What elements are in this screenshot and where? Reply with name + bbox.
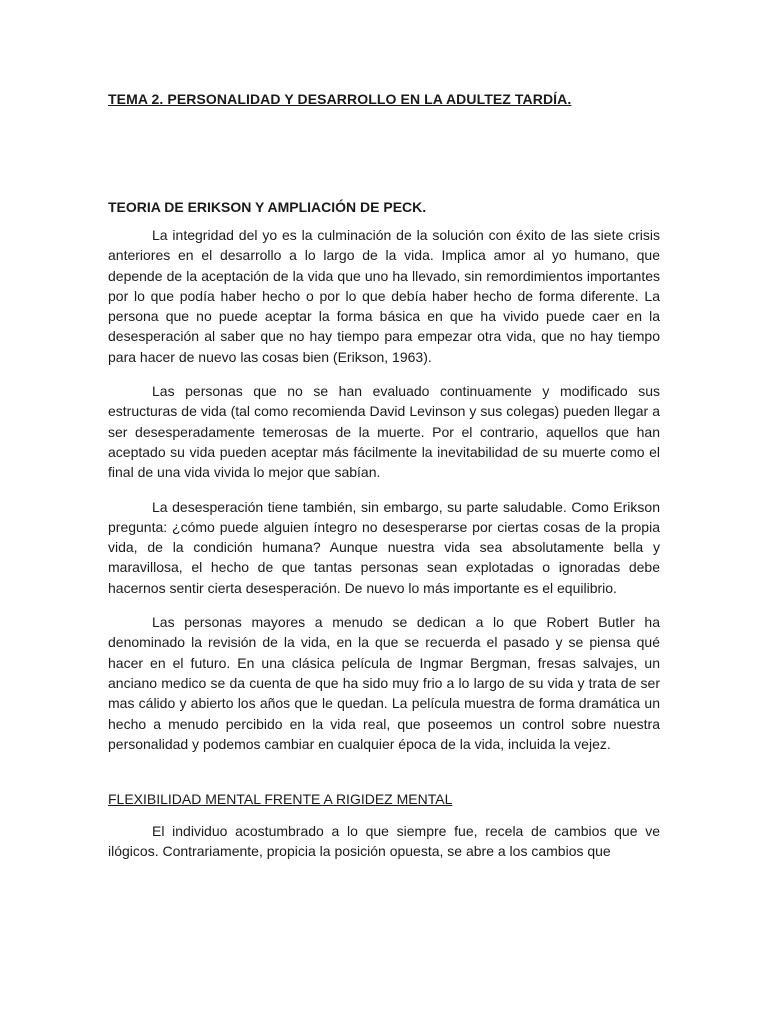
- paragraph-flexibilidad: El individuo acostumbrado a lo que siempre fue, recela de cambios que ve ilógicos. Contrariamente, propicia la posición opuesta, se abre a los cambios que: [108, 823, 660, 860]
- paragraph-integridad: La integridad del yo es la culminación de la solución con éxito de las siete crisis anteriores en el desarrollo a lo largo de la vida. Implica amor al yo humano, que depende de la aceptación de la vida que uno ha llevado, sin remordimientos importantes por lo que podía haber hecho o por lo que debía haber hecho de forma diferente. La persona que no puede aceptar la forma básica en que ha vivido puede caer en la desesperación al saber que no hay tiempo para empezar otra vida, que no hay tiempo para hacer de nuevo las cosas bien (Erikson, 1963).: [108, 227, 660, 365]
- document-title: TEMA 2. PERSONALIDAD Y DESARROLLO EN LA ADULTEZ TARDÍA.: [108, 91, 572, 107]
- paragraph-evaluacion: Las personas que no se han evaluado continuamente y modificado sus estructuras de vida (tal como recomienda David Levinson y sus colegas) pueden llegar a ser desesperadamente temerosas de la muerte. Por el contrario, aquellos que han aceptado su vida pueden aceptar más fácilmente la inevitabilidad de su muerte como el final de una vida vivida lo mejor que sabían.: [108, 383, 660, 481]
- subsection-title: FLEXIBILIDAD MENTAL FRENTE A RIGIDEZ MENTAL: [108, 791, 453, 808]
- section-title: TEORIA DE ERIKSON Y AMPLIACIÓN DE PECK.: [108, 199, 427, 215]
- document-body: [108, 90, 660, 876]
- paragraph-revision-vida: Las personas mayores a menudo se dedican a lo que Robert Butler ha denominado la revisión de la vida, en la que se recuerda el pasado y se piensa qué hacer en el futuro. En una clásica película de Ingmar Bergman, fresas salvajes, un anciano medico se da cuenta de que ha sido muy frio a lo largo de su vida y trata de ser mas cálido y abierto los años que le quedan. La película muestra de forma dramática un hecho a menudo percibido en la vida real, que poseemos un control sobre nuestra personalidad y podemos cambiar en cualquier época de la vida, incluida la vejez.: [108, 614, 660, 752]
- paragraph-desesperacion: La desesperación tiene también, sin embargo, su parte saludable. Como Erikson pregunta: ¿cómo puede alguien íntegro no desesperarse por ciertas cosas de la propia vida, de la condición humana? Aunque nuestra vida sea absolutamente bella y maravillosa, el hecho de que tantas personas sean explotadas o ignoradas debe hacernos sentir cierta desesperación. De nuevo lo más importante es el equilibrio.: [108, 498, 660, 596]
